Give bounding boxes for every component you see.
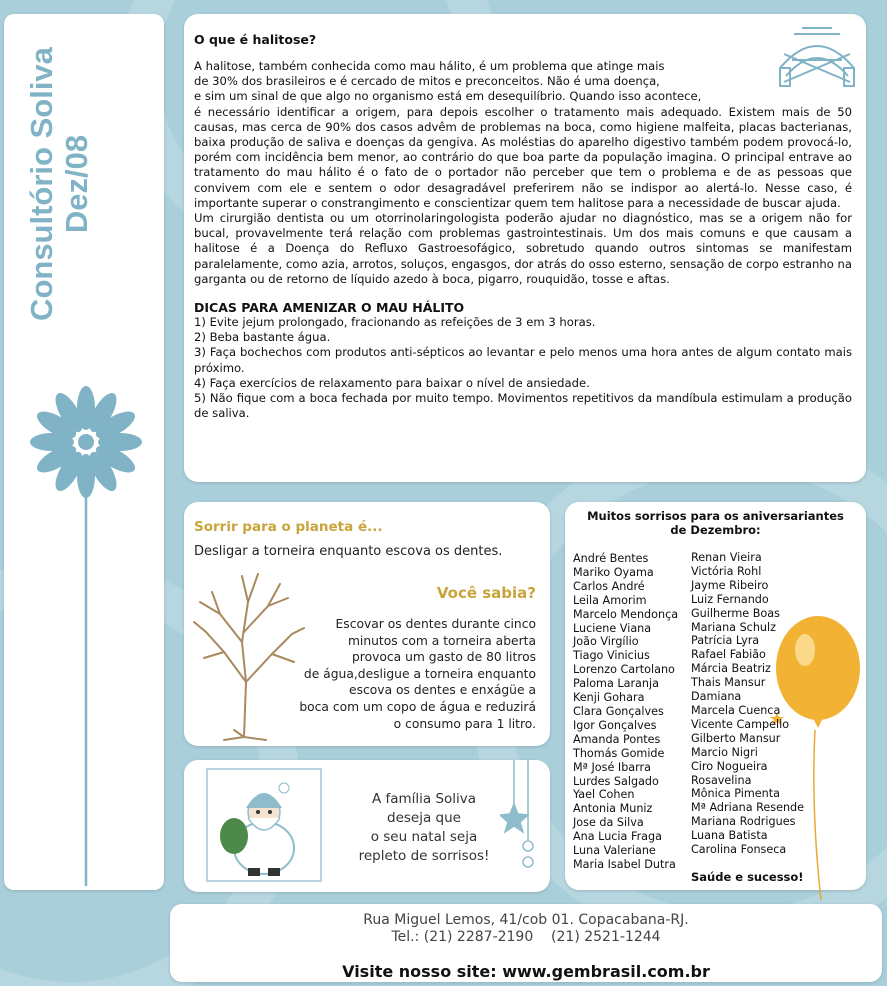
phone-line: Tel.: (21) 2287-2190 (21) 2521-1244: [391, 929, 661, 945]
birthdays-panel: [565, 502, 866, 890]
flower-icon: [26, 386, 146, 886]
voce-sabia-line: Escovar os dentes durante cinco: [335, 617, 536, 631]
article-body: [194, 59, 852, 287]
article-paragraph: Um cirurgião dentista ou um otorrinolaringologista poderão ajudar no diagnóstico, mas se a origem não for bucal, provavelmente terá relação com problemas gastrointestinais. Um dos mais comuns e que causam a halitose é a Doença do Refluxo Gastroesofágico, sobretudo quando outros sintomas se manifestam paralelamente, como azia, arrotos, soluços, engasgos, dor atrás do osso esterno, sensação de corpo estranho na garganta ou de retorno de líquido azedo à boca, pigarro, rouquidão, tosse e aftas.: [194, 211, 852, 286]
christmas-panel: [184, 760, 550, 892]
newsletter-title: [24, 24, 94, 344]
website-link[interactable]: Visite nosso site: www.gembrasil.com.br: [342, 962, 710, 981]
birthday-name: Antonia Muniz: [573, 802, 653, 816]
christmas-line: A família Soliva: [371, 791, 477, 807]
birthday-name: Tiago Vinicius: [573, 649, 650, 663]
article-paragraph: é necessário identificar a origem, para depois escolher o tratamento mais adequado. Existem mais de 50 causas, mas cerca de 90% dos casos advêm de problemas na boca, como higiene malfeita, placas bacterianas, baixa produção de saliva e doenças da gengiva. As moléstias do aparelho digestivo também podem provocá-lo, porém com incidência bem menor, ao contrário do que boa parte da população imagina. O principal entrave ao tratamento do mau hálito é o fato de o portador não perceber que tem o problema e de as pessoas que convivem com ele e sentem o odor desagradável preferirem não se indispor ao alertá-lo. Nesse caso, é importante superar o constrangimento e conscientizar quem tem halitose para a necessidade de buscar ajuda.: [194, 104, 852, 210]
article-title: O que é halitose?: [194, 32, 317, 47]
birthday-name: Marcela Cuenca: [691, 703, 781, 717]
birthday-name: Luciene Viana: [573, 621, 652, 635]
birthday-name: Kenji Gohara: [573, 691, 645, 705]
birthday-name: Victória Rohl: [691, 564, 762, 578]
tip-item: 3) Faça bochechos com produtos anti-sépticos ao levantar e pelo menos uma hora antes de algum contato mais próximo.: [194, 345, 852, 375]
birthday-name: Gilberto Mansur: [691, 731, 781, 745]
planet-text: Desligar a torneira enquanto escova os dentes.: [194, 544, 503, 559]
voce-sabia-text: [286, 616, 536, 732]
tips-title: DICAS PARA AMENIZAR O MAU HÁLITO: [194, 300, 465, 316]
tips-list: [194, 315, 852, 421]
footer-panel: [170, 904, 882, 982]
tip-item: 1) Evite jejum prolongado, fracionando as refeições de 3 em 3 horas.: [194, 315, 596, 330]
birthday-name: Marcio Nigri: [691, 745, 758, 759]
newsletter-title-line1: Consultório Soliva: [24, 47, 59, 321]
dental-logo-icon: [774, 24, 860, 92]
birthday-name: Luna Valeriane: [573, 844, 656, 858]
birthday-name: Mariana Schulz: [691, 620, 776, 634]
voce-sabia-line: escova os dentes e enxágüe a: [349, 683, 536, 698]
birthday-name: Mª Adriana Resende: [691, 801, 805, 815]
address-line: Rua Miguel Lemos, 41/cob 01. Copacabana-RJ.: [363, 912, 689, 928]
birthday-name: Marcelo Mendonça: [573, 607, 679, 621]
birthday-name: Márcia Beatriz: [691, 662, 771, 676]
voce-sabia-line: provoca um gasto de 80 litros: [351, 650, 536, 665]
birthday-name: Rafael Fabião: [691, 648, 766, 662]
planet-title: Sorrir para o planeta é...: [194, 519, 383, 535]
birthdays-signoff: Saúde e sucesso!: [691, 870, 804, 884]
birthday-name: Patrícia Lyra: [691, 634, 760, 648]
birthday-name: Jose da Silva: [573, 816, 644, 830]
birthday-name: Maria Isabel Dutra: [573, 857, 676, 871]
tip-item: 4) Faça exercícios de relaxamento para baixar o nível de ansiedade.: [194, 375, 590, 390]
birthday-name: Igor Gonçalves: [573, 718, 657, 732]
birthdays-title-line: Muitos sorrisos para os aniversariantes: [587, 509, 844, 523]
birthday-name: Mônica Pimenta: [691, 787, 780, 801]
christmas-message: [339, 790, 509, 866]
birthday-name: Rosavelina: [691, 773, 752, 787]
birthdays-column-1: [573, 552, 678, 872]
birthday-name: Thais Mansur: [691, 676, 766, 690]
birthday-name: Paloma Laranja: [573, 677, 659, 691]
christmas-line: repleto de sorrisos!: [358, 848, 490, 864]
christmas-line: deseja que: [387, 810, 461, 826]
birthday-name: Amanda Pontes: [573, 732, 661, 746]
birthday-name: João Virgílio: [573, 635, 639, 649]
sidebar-panel: [4, 14, 164, 890]
voce-sabia-title: Você sabia?: [436, 584, 536, 602]
birthday-name: Damiana: [691, 690, 742, 704]
birthdays-title-line: de Dezembro:: [670, 523, 761, 537]
birthday-name: Renan Vieira: [691, 551, 762, 564]
tip-item: 2) Beba bastante água.: [194, 330, 331, 345]
article-panel: [184, 14, 866, 482]
birthday-name: Luana Batista: [691, 829, 768, 843]
article-intro-line: A halitose, também conhecida como mau hálito, é um problema que atinge mais: [194, 59, 665, 73]
voce-sabia-line: de água,desligue a torneira enquanto: [303, 666, 536, 681]
birthday-name: Leila Amorim: [573, 593, 647, 607]
birthday-name: Thomás Gomide: [573, 746, 665, 760]
birthdays-title: [565, 509, 866, 537]
birthday-name: Luiz Fernando: [691, 592, 769, 606]
voce-sabia-line: o consumo para 1 litro.: [393, 716, 536, 731]
article-intro-line: de 30% dos brasileiros e é cercado de mitos e preconceitos. Não é uma doença,: [194, 74, 660, 89]
birthday-name: Clara Gonçalves: [573, 704, 664, 718]
birthday-name: Carolina Fonseca: [691, 843, 787, 857]
birthday-name: Ana Lucia Fraga: [573, 830, 662, 844]
birthday-name: Mariko Oyama: [573, 565, 654, 579]
santa-icon: [208, 770, 320, 880]
voce-sabia-line: minutos com a torneira aberta: [347, 633, 536, 648]
birthday-name: André Bentes: [573, 552, 649, 565]
article-intro-line: e sim um sinal de que algo no organismo está em desequilíbrio. Quando isso acontece,: [194, 89, 702, 104]
birthday-name: Ciro Nogueira: [691, 759, 768, 773]
newsletter-title-line2: Dez/08: [59, 134, 94, 234]
birthday-name: Mª José Ibarra: [573, 760, 652, 774]
birthday-name: Lurdes Salgado: [573, 774, 659, 788]
birthday-name: Lorenzo Cartolano: [573, 663, 675, 677]
birthday-name: Mariana Rodrigues: [691, 815, 796, 829]
birthdays-column-2: [691, 551, 804, 857]
footer-address: [170, 912, 882, 946]
birthday-name: Jayme Ribeiro: [691, 578, 769, 592]
birthday-name: Guilherme Boas: [691, 606, 780, 620]
birthday-name: Vicente Campello: [691, 717, 790, 731]
birthday-name: Carlos André: [573, 579, 645, 593]
birthday-name: Yael Cohen: [573, 788, 635, 802]
santa-frame: [206, 768, 322, 882]
tip-item: 5) Não fique com a boca fechada por muito tempo. Movimentos repetitivos da mandíbula estimulam a produção de saliva.: [194, 391, 852, 421]
voce-sabia-line: boca com um copo de água e reduzirá: [299, 699, 536, 714]
christmas-line: o seu natal seja: [370, 829, 478, 845]
planet-panel: [184, 502, 550, 746]
hanging-star-icon: [500, 760, 540, 880]
